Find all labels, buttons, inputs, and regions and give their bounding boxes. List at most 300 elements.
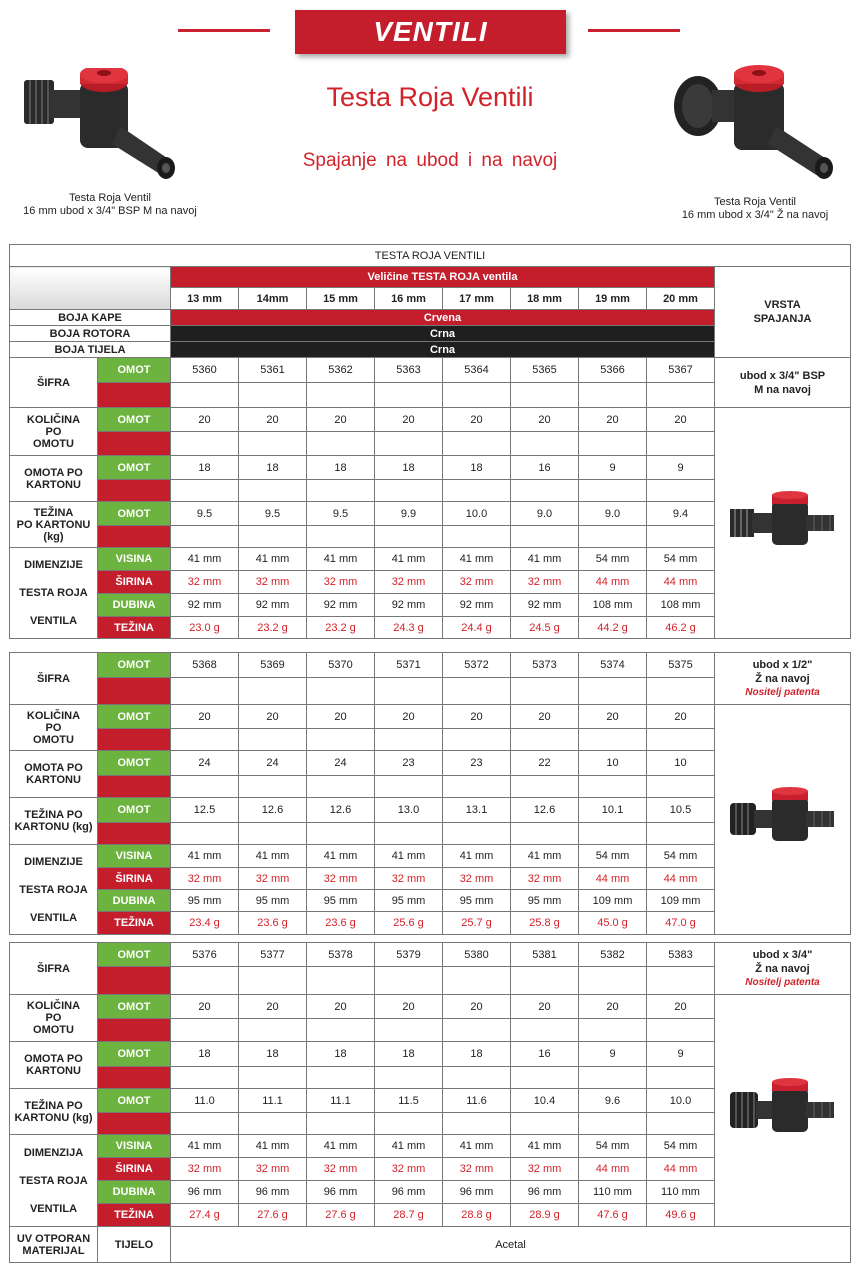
dubina-cell: 110 mm bbox=[579, 1181, 647, 1204]
tezina-kartona-cell: 10.5 bbox=[647, 798, 715, 823]
dubina-cell: 96 mm bbox=[443, 1181, 511, 1204]
red-blank-label bbox=[98, 823, 171, 845]
sifra-cell: 5364 bbox=[443, 358, 511, 383]
tezina-kartona-line2: PO KARTONU bbox=[16, 518, 91, 531]
tezina-kartona-line2: KARTONU (kg) bbox=[14, 821, 93, 833]
dubina-cell: 96 mm bbox=[511, 1181, 579, 1204]
red-blank-label bbox=[98, 1019, 171, 1042]
tezina-cell: 23.0 g bbox=[171, 617, 239, 639]
visina-cell: 41 mm bbox=[239, 1135, 307, 1158]
product-image-cell-3 bbox=[715, 995, 851, 1227]
omota-label bbox=[10, 456, 98, 502]
sirina-label: ŠIRINA bbox=[98, 1158, 171, 1181]
dubina-cell: 96 mm bbox=[375, 1181, 443, 1204]
kolicina-cell: 20 bbox=[443, 408, 511, 432]
sirina-cell: 32 mm bbox=[511, 868, 579, 890]
visina-cell: 41 mm bbox=[511, 845, 579, 868]
tezina-cell: 25.8 g bbox=[511, 912, 579, 935]
dimenzije-line2: TESTA ROJA bbox=[19, 587, 88, 599]
tezina-kartona-cell: 10.0 bbox=[647, 1089, 715, 1113]
omota-cell: 9 bbox=[579, 1042, 647, 1067]
sizes-header: Veličine TESTA ROJA ventila bbox=[171, 267, 715, 288]
sirina-cell: 32 mm bbox=[511, 571, 579, 594]
tezina-cell: 45.0 g bbox=[579, 912, 647, 935]
dubina-cell: 108 mm bbox=[579, 594, 647, 617]
sifra-cell: 5363 bbox=[375, 358, 443, 383]
sifra-cell: 5367 bbox=[647, 358, 715, 383]
valve-female-thread-image bbox=[668, 64, 838, 188]
connection-3-line1: ubod x 3/4" bbox=[752, 948, 813, 961]
sifra-cell: 5368 bbox=[171, 653, 239, 678]
visina-cell: 41 mm bbox=[443, 1135, 511, 1158]
tezina-kartona-cell: 9.6 bbox=[579, 1089, 647, 1113]
omota-line2: KARTONU bbox=[26, 774, 81, 786]
sirina-cell: 44 mm bbox=[579, 571, 647, 594]
visina-cell: 41 mm bbox=[511, 548, 579, 571]
dubina-cell: 108 mm bbox=[647, 594, 715, 617]
dubina-cell: 96 mm bbox=[239, 1181, 307, 1204]
tezina-cell: 25.7 g bbox=[443, 912, 511, 935]
sifra-cell: 5362 bbox=[307, 358, 375, 383]
dubina-cell: 95 mm bbox=[443, 890, 511, 912]
page-subtitle: Spajanje na ubod i na navoj bbox=[302, 150, 558, 171]
tezina-cell: 27.6 g bbox=[307, 1204, 375, 1227]
patent-holder-2: Nositelj patenta bbox=[745, 686, 820, 698]
tezina-kartona-line3: (kg) bbox=[43, 530, 64, 543]
kolicina-cell: 20 bbox=[171, 408, 239, 432]
valve-image-3 bbox=[728, 1074, 838, 1144]
red-blank-label bbox=[98, 480, 171, 502]
tezina-cell: 25.6 g bbox=[375, 912, 443, 935]
sifra-cell: 5375 bbox=[647, 653, 715, 678]
sirina-label: ŠIRINA bbox=[98, 571, 171, 594]
sifra-cell: 5376 bbox=[171, 943, 239, 967]
tezina-label: TEŽINA bbox=[98, 1204, 171, 1227]
sifra-cell: 5381 bbox=[511, 943, 579, 967]
tezina-kartona-line1: TEŽINA PO bbox=[24, 1099, 83, 1112]
red-blank-label bbox=[98, 432, 171, 456]
tezina-kartona-cell: 11.1 bbox=[307, 1089, 375, 1113]
tezina-kartona-cell: 9.5 bbox=[307, 502, 375, 526]
tezina-kartona-cell: 10.1 bbox=[579, 798, 647, 823]
dubina-cell: 96 mm bbox=[307, 1181, 375, 1204]
kolicina-cell: 20 bbox=[239, 408, 307, 432]
red-blank-label bbox=[98, 1113, 171, 1135]
red-blank-label bbox=[98, 967, 171, 995]
omota-cell: 18 bbox=[171, 1042, 239, 1067]
tezina-cell: 23.4 g bbox=[171, 912, 239, 935]
dimenzije-line2: TESTA ROJA bbox=[19, 883, 88, 896]
kolicina-cell: 20 bbox=[375, 705, 443, 729]
connection-type-1 bbox=[715, 358, 851, 408]
dubina-cell: 95 mm bbox=[307, 890, 375, 912]
size-cell: 13 mm bbox=[171, 288, 239, 310]
tezina-cell: 23.6 g bbox=[239, 912, 307, 935]
kolicina-cell: 20 bbox=[375, 995, 443, 1019]
uv-part-label: TIJELO bbox=[98, 1227, 171, 1263]
kolicina-cell: 20 bbox=[307, 408, 375, 432]
red-blank-label bbox=[98, 678, 171, 705]
tezina-kartona-cell: 10.4 bbox=[511, 1089, 579, 1113]
kolicina-cell: 20 bbox=[239, 995, 307, 1019]
size-cell: 18 mm bbox=[511, 288, 579, 310]
connection-3-line2: Ž na navoj bbox=[755, 962, 810, 975]
omota-cell: 18 bbox=[375, 1042, 443, 1067]
tezina-label: TEŽINA bbox=[98, 617, 171, 639]
omot-label: OMOT bbox=[98, 653, 171, 678]
connection-header-line1: VRSTA bbox=[764, 299, 801, 311]
dubina-cell: 92 mm bbox=[443, 594, 511, 617]
tezina-kartona-cell: 9.0 bbox=[579, 502, 647, 526]
red-blank-label bbox=[98, 383, 171, 408]
connection-2-line1: ubod x 1/2" bbox=[752, 658, 813, 671]
sifra-cell: 5371 bbox=[375, 653, 443, 678]
dubina-cell: 92 mm bbox=[239, 594, 307, 617]
visina-cell: 41 mm bbox=[511, 1135, 579, 1158]
omota-cell: 10 bbox=[579, 751, 647, 776]
sifra-label: ŠIFRA bbox=[10, 653, 98, 705]
sirina-cell: 32 mm bbox=[375, 1158, 443, 1181]
tezina-cell: 27.6 g bbox=[239, 1204, 307, 1227]
product-image-cell-1 bbox=[715, 408, 851, 639]
kolicina-cell: 20 bbox=[307, 995, 375, 1019]
omota-cell: 18 bbox=[307, 1042, 375, 1067]
visina-cell: 54 mm bbox=[579, 1135, 647, 1158]
tezina-kartona-cell: 9.5 bbox=[239, 502, 307, 526]
caption-right-line2: 16 mm ubod x 3/4" Ž na navoj bbox=[681, 209, 829, 221]
tezina-kartona-cell: 10.0 bbox=[443, 502, 511, 526]
size-cell: 15 mm bbox=[307, 288, 375, 310]
sirina-cell: 32 mm bbox=[239, 1158, 307, 1181]
omota-cell: 18 bbox=[375, 456, 443, 480]
sirina-cell: 32 mm bbox=[375, 868, 443, 890]
sifra-cell: 5374 bbox=[579, 653, 647, 678]
sifra-label: ŠIFRA bbox=[10, 358, 98, 408]
tezina-kartona-line1: TEŽINA bbox=[33, 506, 74, 519]
sirina-cell: 44 mm bbox=[579, 868, 647, 890]
visina-label: VISINA bbox=[98, 845, 171, 868]
caption-left-line1: Testa Roja Ventil bbox=[69, 192, 151, 204]
tezina-cell: 28.8 g bbox=[443, 1204, 511, 1227]
rotor-color-value: Crna bbox=[171, 326, 715, 342]
dubina-cell: 92 mm bbox=[171, 594, 239, 617]
omot-label: OMOT bbox=[98, 751, 171, 776]
tezina-cell: 46.2 g bbox=[647, 617, 715, 639]
kolicina-cell: 20 bbox=[239, 705, 307, 729]
sirina-cell: 32 mm bbox=[171, 571, 239, 594]
uv-label-line1: UV OTPORAN bbox=[16, 1232, 91, 1245]
tezina-kartona-label bbox=[10, 502, 98, 548]
kolicina-line1: KOLIČINA bbox=[26, 709, 81, 722]
visina-cell: 41 mm bbox=[171, 548, 239, 571]
page-title: Testa Roja Ventili bbox=[326, 82, 534, 112]
kolicina-label bbox=[10, 408, 98, 456]
caption-left-line2: 16 mm ubod x 3/4" BSP M na navoj bbox=[23, 205, 197, 217]
tezina-kartona-cell: 9.4 bbox=[647, 502, 715, 526]
sirina-cell: 32 mm bbox=[443, 1158, 511, 1181]
sirina-cell: 32 mm bbox=[171, 868, 239, 890]
tezina-cell: 49.6 g bbox=[647, 1204, 715, 1227]
omota-label bbox=[10, 751, 98, 798]
kolicina-cell: 20 bbox=[443, 995, 511, 1019]
omot-label: OMOT bbox=[98, 798, 171, 823]
omota-line1: OMOTA PO bbox=[24, 466, 83, 479]
sirina-cell: 32 mm bbox=[307, 571, 375, 594]
valve-image-1 bbox=[728, 487, 838, 557]
omota-cell: 18 bbox=[443, 456, 511, 480]
sirina-cell: 32 mm bbox=[307, 868, 375, 890]
tezina-kartona-cell: 12.6 bbox=[511, 798, 579, 823]
kolicina-cell: 20 bbox=[511, 408, 579, 432]
tezina-kartona-cell: 9.5 bbox=[171, 502, 239, 526]
omota-cell: 23 bbox=[443, 751, 511, 776]
kolicina-line3: OMOTU bbox=[33, 733, 74, 746]
dimenzija-line2: TESTA ROJA bbox=[19, 1174, 88, 1187]
omota-cell: 16 bbox=[511, 1042, 579, 1067]
kolicina-label bbox=[10, 705, 98, 751]
cap-color-value: Crvena bbox=[171, 310, 715, 326]
tezina-cell: 24.3 g bbox=[375, 617, 443, 639]
omota-cell: 9 bbox=[579, 456, 647, 480]
valve-table-2 bbox=[9, 652, 851, 935]
tezina-kartona-line1: TEŽINA PO bbox=[24, 809, 83, 821]
rotor-color-label: BOJA ROTORA bbox=[10, 326, 171, 342]
sifra-cell: 5360 bbox=[171, 358, 239, 383]
kolicina-cell: 20 bbox=[511, 995, 579, 1019]
omota-cell: 24 bbox=[307, 751, 375, 776]
connection-1-line1: ubod x 3/4" BSP bbox=[739, 369, 826, 382]
dubina-cell: 95 mm bbox=[511, 890, 579, 912]
red-blank-label bbox=[98, 776, 171, 798]
sifra-cell: 5369 bbox=[239, 653, 307, 678]
connection-type-header bbox=[715, 267, 851, 358]
sirina-cell: 32 mm bbox=[511, 1158, 579, 1181]
omot-label: OMOT bbox=[98, 705, 171, 729]
dubina-label: DUBINA bbox=[98, 890, 171, 912]
omota-cell: 24 bbox=[171, 751, 239, 776]
sifra-cell: 5377 bbox=[239, 943, 307, 967]
dimenzija-line1: DIMENZIJA bbox=[23, 1146, 84, 1159]
kolicina-line2: PO bbox=[45, 721, 62, 734]
omota-cell: 22 bbox=[511, 751, 579, 776]
omota-line1: OMOTA PO bbox=[24, 1053, 83, 1065]
visina-cell: 41 mm bbox=[307, 548, 375, 571]
dubina-cell: 92 mm bbox=[511, 594, 579, 617]
sifra-label: ŠIFRA bbox=[10, 943, 98, 995]
omot-label: OMOT bbox=[98, 1089, 171, 1113]
omota-cell: 18 bbox=[239, 456, 307, 480]
omot-label: OMOT bbox=[98, 943, 171, 967]
kolicina-line3: OMOTU bbox=[33, 437, 74, 450]
kolicina-label bbox=[10, 995, 98, 1042]
dubina-cell: 92 mm bbox=[375, 594, 443, 617]
sifra-cell: 5366 bbox=[579, 358, 647, 383]
tezina-kartona-label bbox=[10, 798, 98, 845]
body-color-label: BOJA TIJELA bbox=[10, 342, 171, 358]
red-blank-label bbox=[98, 1067, 171, 1089]
dubina-cell: 96 mm bbox=[171, 1181, 239, 1204]
sirina-cell: 44 mm bbox=[647, 868, 715, 890]
size-cell: 19 mm bbox=[579, 288, 647, 310]
visina-cell: 54 mm bbox=[647, 845, 715, 868]
connection-2-line2: Ž na navoj bbox=[755, 672, 810, 685]
tezina-kartona-cell: 12.6 bbox=[239, 798, 307, 823]
kolicina-line2: PO bbox=[45, 425, 62, 438]
kolicina-cell: 20 bbox=[647, 995, 715, 1019]
kolicina-cell: 20 bbox=[647, 705, 715, 729]
sirina-cell: 32 mm bbox=[443, 571, 511, 594]
kolicina-cell: 20 bbox=[171, 995, 239, 1019]
tezina-cell: 24.4 g bbox=[443, 617, 511, 639]
tezina-kartona-cell: 9.0 bbox=[511, 502, 579, 526]
omota-cell: 18 bbox=[239, 1042, 307, 1067]
omota-cell: 9 bbox=[647, 456, 715, 480]
visina-cell: 41 mm bbox=[375, 1135, 443, 1158]
sifra-cell: 5370 bbox=[307, 653, 375, 678]
table-title: TESTA ROJA VENTILI bbox=[10, 245, 851, 267]
sirina-cell: 32 mm bbox=[443, 868, 511, 890]
patent-holder-3: Nositelj patenta bbox=[745, 976, 820, 988]
tezina-cell: 23.2 g bbox=[239, 617, 307, 639]
tezina-kartona-cell: 11.0 bbox=[171, 1089, 239, 1113]
red-blank-label bbox=[98, 526, 171, 548]
table-section-3 bbox=[9, 942, 850, 1263]
visina-cell: 41 mm bbox=[171, 845, 239, 868]
omota-line2: KARTONU bbox=[26, 478, 81, 491]
visina-cell: 41 mm bbox=[443, 845, 511, 868]
sirina-cell: 32 mm bbox=[239, 571, 307, 594]
omot-label: OMOT bbox=[98, 995, 171, 1019]
dimenzije-line3: VENTILA bbox=[29, 615, 78, 627]
size-cell: 17 mm bbox=[443, 288, 511, 310]
sifra-cell: 5361 bbox=[239, 358, 307, 383]
visina-cell: 54 mm bbox=[647, 548, 715, 571]
tezina-cell: 28.7 g bbox=[375, 1204, 443, 1227]
dubina-cell: 109 mm bbox=[647, 890, 715, 912]
omota-cell: 18 bbox=[171, 456, 239, 480]
kolicina-cell: 20 bbox=[171, 705, 239, 729]
omota-cell: 18 bbox=[307, 456, 375, 480]
sirina-cell: 32 mm bbox=[375, 571, 443, 594]
dubina-cell: 95 mm bbox=[171, 890, 239, 912]
visina-cell: 41 mm bbox=[239, 845, 307, 868]
dubina-label: DUBINA bbox=[98, 1181, 171, 1204]
sirina-label: ŠIRINA bbox=[98, 868, 171, 890]
tezina-cell: 28.9 g bbox=[511, 1204, 579, 1227]
kolicina-line2: PO bbox=[45, 1012, 62, 1024]
header-line-left bbox=[178, 29, 270, 32]
valve-male-thread-image bbox=[20, 68, 180, 188]
connection-type-2 bbox=[715, 653, 851, 705]
valve-image-2 bbox=[728, 783, 838, 853]
size-cell: 16 mm bbox=[375, 288, 443, 310]
kolicina-cell: 20 bbox=[307, 705, 375, 729]
visina-cell: 41 mm bbox=[171, 1135, 239, 1158]
valve-table-3 bbox=[9, 942, 851, 1263]
tezina-kartona-cell: 11.6 bbox=[443, 1089, 511, 1113]
sirina-cell: 44 mm bbox=[647, 1158, 715, 1181]
body-color-value: Crna bbox=[171, 342, 715, 358]
tezina-cell: 24.5 g bbox=[511, 617, 579, 639]
connection-1-line2: M na navoj bbox=[754, 383, 811, 396]
sirina-cell: 32 mm bbox=[307, 1158, 375, 1181]
dubina-cell: 95 mm bbox=[375, 890, 443, 912]
cap-color-label: BOJA KAPE bbox=[10, 310, 171, 326]
tezina-cell: 23.2 g bbox=[307, 617, 375, 639]
caption-left bbox=[10, 192, 210, 218]
omota-label bbox=[10, 1042, 98, 1089]
tezina-kartona-cell: 9.9 bbox=[375, 502, 443, 526]
kolicina-cell: 20 bbox=[375, 408, 443, 432]
visina-label: VISINA bbox=[98, 1135, 171, 1158]
caption-right-line1: Testa Roja Ventil bbox=[714, 196, 796, 208]
dimenzije-line1: DIMENZIJE bbox=[24, 559, 83, 571]
red-blank-label bbox=[98, 729, 171, 751]
sifra-cell: 5383 bbox=[647, 943, 715, 967]
uv-material-label bbox=[10, 1227, 98, 1263]
header-blank bbox=[10, 267, 171, 310]
kolicina-line3: OMOTU bbox=[33, 1024, 74, 1036]
visina-cell: 41 mm bbox=[375, 548, 443, 571]
omota-cell: 16 bbox=[511, 456, 579, 480]
dubina-cell: 95 mm bbox=[239, 890, 307, 912]
tezina-cell: 47.0 g bbox=[647, 912, 715, 935]
dimenzije-label bbox=[10, 845, 98, 935]
sifra-cell: 5380 bbox=[443, 943, 511, 967]
tezina-kartona-cell: 13.0 bbox=[375, 798, 443, 823]
sifra-cell: 5379 bbox=[375, 943, 443, 967]
dubina-cell: 109 mm bbox=[579, 890, 647, 912]
kolicina-line1: KOLIČINA bbox=[26, 1000, 81, 1012]
omota-cell: 18 bbox=[443, 1042, 511, 1067]
sirina-cell: 32 mm bbox=[239, 868, 307, 890]
kolicina-cell: 20 bbox=[443, 705, 511, 729]
tezina-kartona-label bbox=[10, 1089, 98, 1135]
sirina-cell: 32 mm bbox=[171, 1158, 239, 1181]
tezina-cell: 27.4 g bbox=[171, 1204, 239, 1227]
kolicina-cell: 20 bbox=[579, 408, 647, 432]
visina-cell: 41 mm bbox=[443, 548, 511, 571]
visina-label: VISINA bbox=[98, 548, 171, 571]
tezina-kartona-cell: 12.6 bbox=[307, 798, 375, 823]
omot-label: OMOT bbox=[98, 1042, 171, 1067]
kolicina-cell: 20 bbox=[579, 995, 647, 1019]
sifra-cell: 5365 bbox=[511, 358, 579, 383]
dimenzija-label bbox=[10, 1135, 98, 1227]
visina-cell: 41 mm bbox=[375, 845, 443, 868]
tezina-cell: 23.6 g bbox=[307, 912, 375, 935]
uv-material-value: Acetal bbox=[171, 1227, 851, 1263]
visina-cell: 41 mm bbox=[307, 845, 375, 868]
kolicina-cell: 20 bbox=[647, 408, 715, 432]
valve-table-1 bbox=[9, 244, 851, 639]
sifra-cell: 5373 bbox=[511, 653, 579, 678]
dubina-cell: 110 mm bbox=[647, 1181, 715, 1204]
connection-type-3 bbox=[715, 943, 851, 995]
omota-cell: 10 bbox=[647, 751, 715, 776]
dubina-label: DUBINA bbox=[98, 594, 171, 617]
omota-line2: KARTONU bbox=[26, 1065, 81, 1077]
dubina-cell: 92 mm bbox=[307, 594, 375, 617]
kolicina-cell: 20 bbox=[579, 705, 647, 729]
kolicina-line1: KOLIČINA bbox=[26, 413, 81, 426]
visina-cell: 54 mm bbox=[647, 1135, 715, 1158]
sirina-cell: 44 mm bbox=[647, 571, 715, 594]
visina-cell: 54 mm bbox=[579, 845, 647, 868]
sifra-cell: 5372 bbox=[443, 653, 511, 678]
omota-cell: 9 bbox=[647, 1042, 715, 1067]
sifra-cell: 5382 bbox=[579, 943, 647, 967]
